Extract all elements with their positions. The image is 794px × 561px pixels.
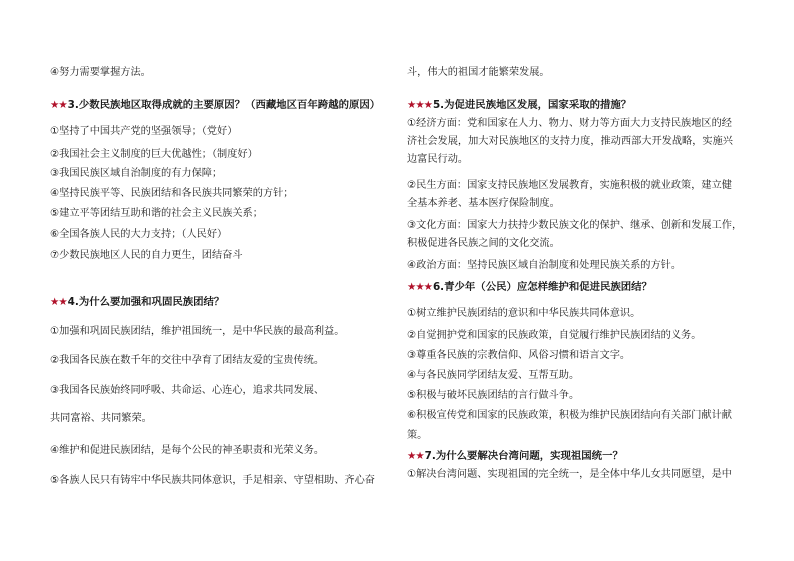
q5-line: 边富民行动。 — [407, 154, 469, 165]
question-6-title: 6.青少年（公民）应怎样维护和促进民族团结？ — [432, 281, 652, 293]
star-rating-icon: ★★ — [50, 296, 67, 308]
q5-line: ①经济方面：党和国家在人力、物力、财力等方面大力支持民族地区的经 — [407, 118, 732, 129]
star-rating-icon: ★★★ — [407, 281, 432, 293]
star-rating-icon: ★★★ — [407, 99, 432, 111]
question-4-heading — [50, 295, 224, 309]
q6-line: ③尊重各民族的宗教信仰、风俗习惯和语言文字。 — [407, 350, 631, 361]
question-7-heading — [407, 449, 623, 463]
question-3-heading — [50, 98, 380, 112]
q4-item: ②我国各民族在数千年的交往中孕育了团结友爱的宝贵传统。 — [50, 355, 325, 366]
q6-line: ⑤积极与破坏民族团结的言行做斗争。 — [407, 390, 580, 401]
q3-item: ④坚持民族平等、民族团结和各民族共同繁荣的方针； — [50, 188, 294, 199]
q7-line: ①解决台湾问题、实现祖国的完全统一，是全体中华儿女共同愿望，是中 — [407, 469, 732, 480]
q6-line: ②自觉拥护党和国家的民族政策，自觉履行维护民族团结的义务。 — [407, 330, 702, 341]
q4-item: ④维护和促进民族团结，是每个公民的神圣职责和光荣义务。 — [50, 445, 325, 456]
q4-item: ③我国各民族始终同呼吸、共命运、心连心，追求共同发展、 — [50, 385, 325, 396]
q5-line: ④政治方面：坚持民族区域自治制度和处理民族关系的方针。 — [407, 260, 682, 271]
question-4-title: 4.为什么要加强和巩固民族团结？ — [67, 296, 225, 308]
q6-line: ①树立维护民族团结的意识和中华民族共同体意识。 — [407, 308, 641, 319]
q5-line: 全基本养老、基本医疗保险制度。 — [407, 198, 560, 209]
q6-line: ⑥积极宣传党和国家的民族政策，积极为维护民族团结向有关部门献计献 — [407, 410, 732, 421]
continued-line: 斗，伟大的祖国才能繁荣发展。 — [407, 67, 550, 78]
q3-item: ⑦少数民族地区人民的自力更生，团结奋斗 — [50, 250, 243, 261]
question-5-title: 5.为促进民族地区发展，国家采取的措施？ — [432, 99, 632, 111]
intro-line: ④努力需要掌握方法。 — [50, 67, 151, 78]
q6-line: 策。 — [407, 430, 428, 441]
question-6-heading — [407, 280, 652, 294]
q3-item: ③我国民族区域自治制度的有力保障； — [50, 168, 223, 179]
question-5-heading — [407, 98, 631, 112]
q4-item: ①加强和巩固民族团结，维护祖国统一，是中华民族的最高利益。 — [50, 326, 345, 337]
q5-line: 济社会发展，加大对民族地区的支持力度，推动西部大开发战略，实施兴 — [407, 136, 733, 147]
q4-item: ⑤各族人民只有铸牢中华民族共同体意识，手足相亲、守望相助、齐心奋 — [50, 475, 375, 486]
star-rating-icon: ★★ — [407, 450, 424, 462]
q3-item: ①坚持了中国共产党的坚强领导；（党好） — [50, 126, 238, 137]
q4-item: 共同富裕、共同繁荣。 — [50, 413, 152, 424]
question-3-title: 3.少数民族地区取得成就的主要原因？（西藏地区百年跨越的原因） — [67, 99, 381, 111]
q6-line: ④与各民族同学团结友爱、互帮互助。 — [407, 370, 580, 381]
q3-item: ⑤建立平等团结互助和谐的社会主义民族关系； — [50, 208, 263, 219]
q5-line: 积极促进各民族之间的文化交流。 — [407, 238, 560, 249]
q3-item: ②我国社会主义制度的巨大优越性；（制度好） — [50, 149, 258, 160]
q5-line: ③文化方面：国家大力扶持少数民族文化的保护、继承、创新和发展工作， — [407, 220, 743, 231]
q5-line: ②民生方面：国家支持民族地区发展教育，实施积极的就业政策，建立健 — [407, 180, 732, 191]
star-rating-icon: ★★ — [50, 99, 67, 111]
question-7-title: 7.为什么要解决台湾问题，实现祖国统一？ — [424, 450, 623, 462]
q3-item: ⑥全国各族人民的大力支持；（人民好） — [50, 229, 228, 240]
